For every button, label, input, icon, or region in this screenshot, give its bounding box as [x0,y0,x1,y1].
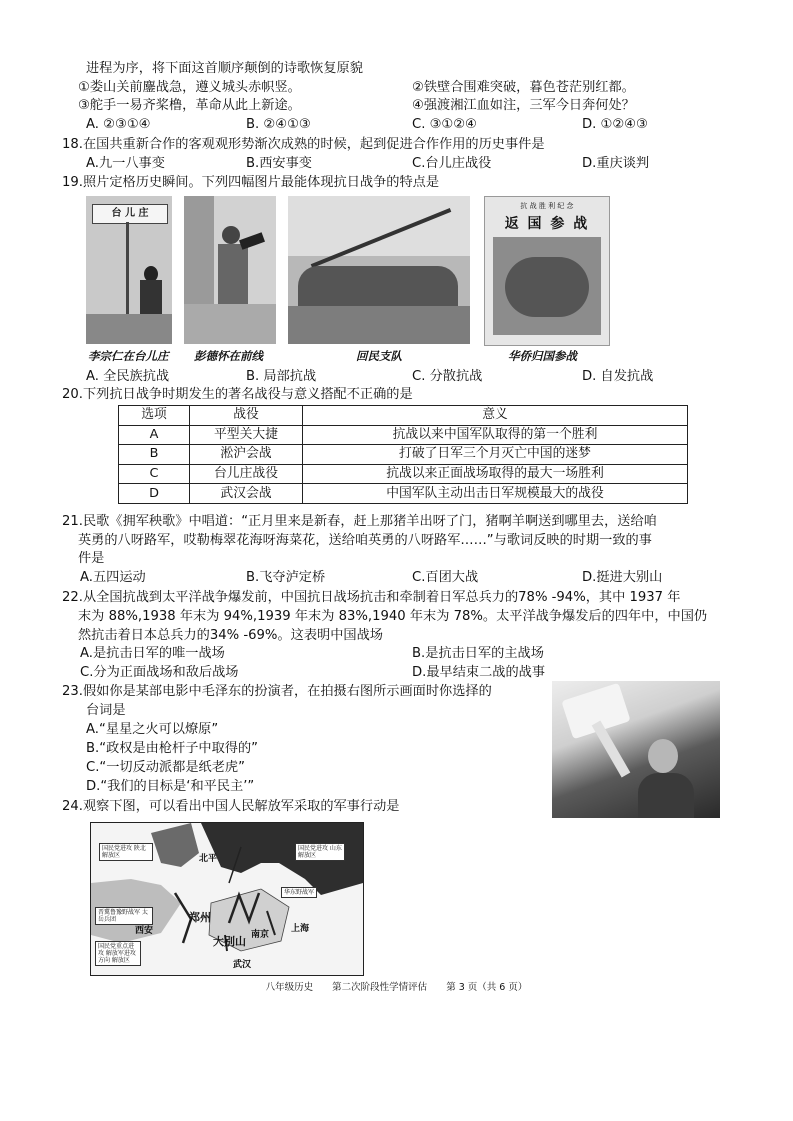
photo-mao-zedong [552,681,720,818]
q22-option-d: D.最早结束二战的战事 [412,665,546,680]
q20-table [118,405,688,504]
q21-line-3: 件是 [78,551,105,566]
map-note-3: 华东野战军 [281,887,317,898]
q18-stem: 18.在国共重新合作的客观观形势渐次成熟的时候，起到促进合作作用的历史事件是 [62,137,545,152]
q23-option-b: B.“政权是由枪杆子中取得的” [86,741,258,756]
q22-option-a: A.是抗击日军的唯一战场 [80,646,225,661]
q17-option-b: B. ②④①③ [246,117,311,132]
photo-title: 返 国 参 战 [504,216,590,232]
q19-option-c: C. 分散抗战 [412,369,483,384]
table-row [119,425,688,445]
q17-line-2: ②铁壁合围难突破，暮色苍茫别红都。 [412,80,635,95]
q17-line-1: ①娄山关前鏖战急，遵义城头赤帜竖。 [78,80,301,95]
map-legend: 国民党重点进攻 解放军进攻方向 解放区 [95,941,141,966]
row-c-option: C [119,464,190,484]
q22-line-2: 末为 88%,1938 年末为 94%,1939 年末为 83%,1940 年末为 78%。太平洋战争爆发后的四年中，中国仍 [78,609,708,624]
q21-option-b: B.飞夺泸定桥 [246,570,326,585]
map-note-1: 国民党进攻 陕北解放区 [99,843,153,861]
table-row [119,464,688,484]
row-b-option: B [119,445,190,465]
q18-option-a: A.九一八事变 [86,156,165,171]
table-header-row [119,406,688,426]
q22-option-c: C.分为正面战场和敌后战场 [80,665,239,680]
row-c-significance: 抗战以来正面战场取得的最大一场胜利 [303,464,688,484]
q18-option-b: B.西安事变 [246,156,312,171]
footer-subject: 八年级历史 [265,982,314,993]
city-shanghai: 上海 [291,924,310,934]
q17-line-4: ④强渡湘江血如注，三军今日奔何处？ [412,98,635,113]
q22-line-3: 然抗击着日本总兵力的34% -69%。这表明中国战场 [78,628,383,643]
footer-page: 第 3 页（共 6 页） [446,982,528,993]
q21-line-2: 英勇的八呀路军，哎勒梅翠花海呀海菜花，送给咱英勇的八呀路军……”与歌词反映的时期一致的事 [78,533,652,548]
row-d-battle: 武汉会战 [190,484,303,504]
header-option: 选项 [119,406,190,426]
q17-option-a: A. ②③①④ [86,117,151,132]
q23-line-2: 台词是 [86,703,126,718]
city-nanjing: 南京 [251,930,270,940]
photo-header: 抗 战 胜 利 纪 念 [520,202,574,210]
city-wuhan: 武汉 [233,960,252,970]
header-battle: 战役 [190,406,303,426]
caption-4: 华侨归国参战 [508,349,577,363]
q19-stem: 19.照片定格历史瞬间。下列四幅图片最能体现抗日战争的特点是 [62,175,440,190]
q19-option-d: D. 自发抗战 [582,369,654,384]
row-c-battle: 台儿庄战役 [190,464,303,484]
q23-option-a: A.“星星之火可以燎原” [86,722,219,737]
row-d-option: D [119,484,190,504]
city-xian: 西安 [135,926,154,936]
q17-intro: 进程为序，将下面这首顺序颠倒的诗歌恢复原貌 [86,61,363,76]
header-significance: 意义 [303,406,688,426]
map-note-4: 晋冀鲁豫野战军 太岳兵团 [95,907,153,925]
photo-huimin-detachment [288,196,470,344]
city-beiping: 北平 [199,854,218,864]
photo-li-zongren [86,196,172,344]
q20-stem: 20.下列抗日战争时期发生的著名战役与意义搭配不正确的是 [62,387,413,402]
city-dabieshan: 大别山 [213,935,246,948]
map-note-2: 国民党进攻 山东解放区 [295,843,345,861]
table-row [119,445,688,465]
q18-option-c: C.台儿庄战役 [412,156,492,171]
row-b-significance: 打破了日军三个月灭亡中国的迷梦 [303,445,688,465]
q21-option-d: D.挺进大别山 [582,570,663,585]
row-d-significance: 中国军队主动出击日军规模最大的战役 [303,484,688,504]
q17-option-d: D. ①②④③ [582,117,648,132]
q23-option-d: D.“我们的目标是‘和平民主’” [86,779,255,794]
table-row [119,484,688,504]
q19-option-b: B. 局部抗战 [246,369,317,384]
caption-1: 李宗仁在台儿庄 [88,349,169,363]
photo-peng-dehuai [184,196,276,344]
city-zhengzhou: 郑州 [189,911,211,924]
photo-sign: 台 儿 庄 [92,204,168,224]
photo-overseas-chinese [484,196,610,346]
q22-line-1: 22.从全国抗战到太平洋战争爆发前，中国抗日战场抗击和牵制着日军总兵力的78% -94%，其中 1937 年 [62,590,681,605]
row-a-battle: 平型关大捷 [190,425,303,445]
q24-stem: 24.观察下图，可以看出中国人民解放军采取的军事行动是 [62,799,400,814]
row-b-battle: 淞沪会战 [190,445,303,465]
q21-option-a: A.五四运动 [80,570,146,585]
q21-line-1: 21.民歌《拥军秧歌》中唱道：“正月里来是新春，赶上那猪羊出呀了门，猪啊羊啊送到哪里去，送给咱 [62,514,657,529]
q19-option-a: A. 全民族抗战 [86,369,170,384]
row-a-option: A [119,425,190,445]
q18-option-d: D.重庆谈判 [582,156,650,171]
footer-exam: 第二次阶段性学情评估 [332,982,428,993]
q23-line-1: 23.假如你是某部电影中毛泽东的扮演者，在拍摄右图所示画面时你选择的 [62,684,492,699]
caption-2: 彭德怀在前线 [194,349,263,363]
q21-option-c: C.百团大战 [412,570,479,585]
page-footer [0,979,793,993]
row-a-significance: 抗战以来中国军队取得的第一个胜利 [303,425,688,445]
q17-option-c: C. ③①②④ [412,117,477,132]
caption-3: 回民支队 [356,349,402,363]
q23-option-c: C.“一切反动派都是纸老虎” [86,760,245,775]
military-map [90,822,364,976]
q22-option-b: B.是抗击日军的主战场 [412,646,544,661]
q17-line-3: ③舵手一易齐桨橹，革命从此上新途。 [78,98,301,113]
